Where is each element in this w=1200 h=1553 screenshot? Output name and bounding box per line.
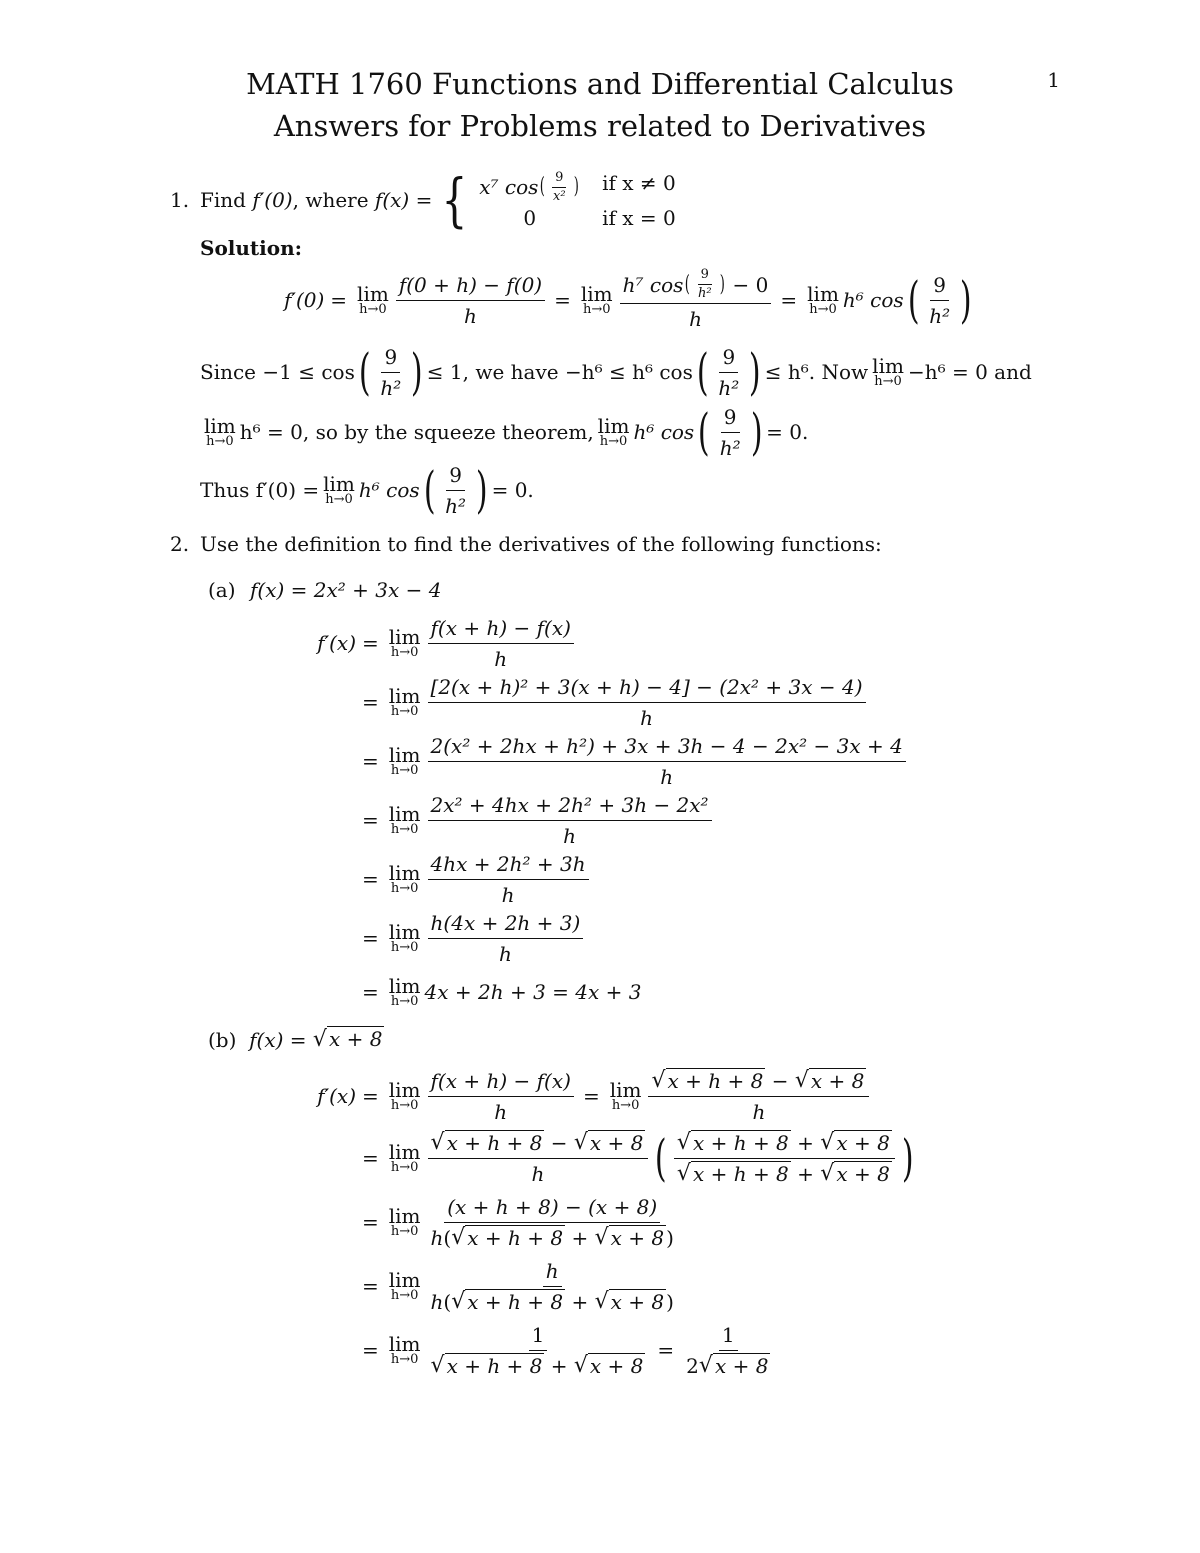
problem-1-fx: f(x) = [374,188,433,212]
part-a-step-5: = lim h→0 $\frac{\text{4hx + 2h² + 3h}}{h}$ [290,850,592,908]
case-1-expression: x⁷ cos ( $\frac{9}{\text{x²}}$ ) [479,169,579,204]
part-b-step-1: f′(x) = lim h→0 $\frac{f(x + h) - f(x)}{h}$ = lim h→0 √ x + h + 8 − √ x + 8 h [290,1066,872,1126]
page-title-line-2: Answers for Problems related to Derivatives [273,109,927,143]
part-b-step-4: = lim h→0 h h ( √ x + h + 8 + √ x + 8 ) [362,1258,674,1314]
page-number: 1 [1047,68,1060,92]
part-a-final-step: = lim h→0 4x + 2h + 3 = 4x + 3 [362,974,642,1009]
difference-quotient: $\frac{f(0 + h) - f(0)}{h}$ [396,272,545,329]
solution-equation: f′(0) = lim h→0 $\frac{f(0 + h) - f(0)}{h}$ = lim h→0 h⁷ cos ( $\frac{9}{\text{h²}}$ ) − 0 h = lim h→0 h⁶ cos ( $\frac{9}{\text{h²}}$ ) [284,267,972,331]
problem-1-statement [200,162,676,238]
case-2-condition: if x = 0 [602,205,676,230]
left-brace: { [441,166,468,234]
squeeze-line: lim h→0 h⁶ = 0, so by the squeeze theorem, lim h→0 h⁶ cos ( $\frac{9}{\text{h²}}$ ) = 0. [204,403,809,461]
solution-label: Solution: [200,236,303,260]
problem-1-where: , where [292,188,369,212]
page-title-line-1: MATH 1760 Functions and Differential Calculus [246,67,954,101]
piecewise-cases [479,171,676,230]
part-b-label: (b) f(x) = √ x + 8 [208,1027,383,1052]
problem-1-fprime0: f′(0) [252,188,293,212]
since-line: Since −1 ≤ cos ( $\frac{9}{\text{h²}}$ ) ≤ 1, we have −h⁶ ≤ h⁶ cos ( $\frac{9}{\text{h²}}$ ) ≤ h⁶. Now lim h→0 −h⁶ = 0 and [200,343,1032,401]
part-a-function: f(x) = 2x² + 3x − 4 [250,578,442,602]
limit-operator: lim h→0 [357,282,389,317]
problem-2-text: Use the definition to find the derivatives of the following functions: [200,532,882,556]
part-a-label: (a) [208,578,236,602]
case-2-expression: 0 [523,205,537,230]
case-1-condition: if x ≠ 0 [602,170,676,195]
part-b-step-5: = lim h→0 1 √ x + h + 8 + √ x + 8 = 1 2 √ x + 8 [362,1322,769,1378]
problem-1-lead: Find [200,188,246,212]
thus-line: Thus f′(0) = lim h→0 h⁶ cos ( $\frac{9}{\text{h²}}$ ) = 0. [200,461,534,519]
part-b-step-3: = lim h→0 (x + h + 8) − (x + 8) h ( √ x + h + 8 + √ x + 8 ) [362,1194,674,1250]
part-a-step-2: = lim h→0 $\frac{\text{[2(x + h)² + 3(x + h) − 4] − (2x² + 3x − 4)}}{h}$ [290,673,869,731]
problem-1-number: 1. [170,188,190,212]
part-a-step-1: f′(x) = lim h→0 $\frac{f(x + h) - f(x)}{h}$ [290,614,577,672]
part-a-step-3: = lim h→0 $\frac{\text{2(x² + 2hx + h²) + 3x + 3h − 4 − 2x² − 3x + 4}}{h}$ [290,732,909,790]
h7cos-quotient: h⁷ cos ( $\frac{9}{\text{h²}}$ ) − 0 h [620,268,772,332]
problem-2-number: 2. [170,532,190,556]
part-a-step-6: = lim h→0 $\frac{h(4x + 2h + 3)}{h}$ [290,909,586,967]
part-b-step-2: = lim h→0 √ x + h + 8 − √ x + 8 h ( √ x + h + 8 + √ x + 8 √ x + h + 8 + √ x + 8 ) [362,1129,914,1187]
part-a-step-4: = lim h→0 $\frac{\text{2x² + 4hx + 2h² + 3h − 2x²}}{h}$ [290,791,715,849]
